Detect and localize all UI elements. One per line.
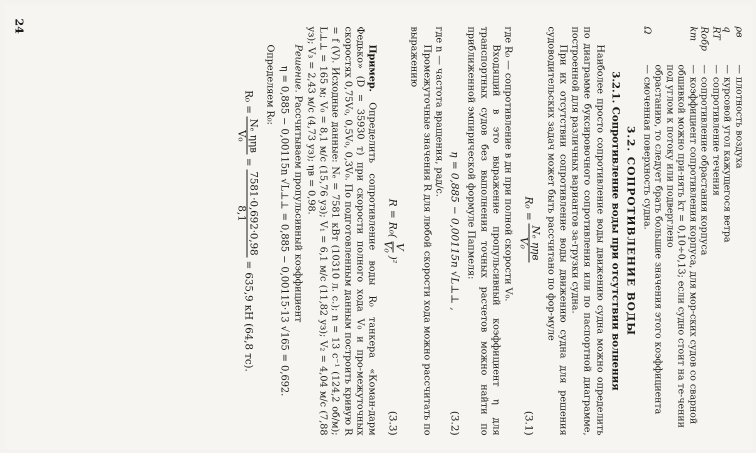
symbol-row (710, 26, 722, 435)
paren-close: ) (386, 255, 399, 260)
symbol-definition: обрастанию, то следует брать большие значения этого коэффициента (652, 64, 664, 414)
exponent: ² (387, 259, 398, 263)
formula-3-2 (444, 26, 464, 435)
symbol-definition: — сопротивление обрастания корпуса (698, 64, 710, 255)
symbol-definition: — плотность воздуха (733, 64, 744, 169)
denominator: 8,1 (235, 204, 247, 222)
symbol: q (721, 26, 733, 33)
calculation-result (235, 26, 258, 435)
solution-paragraph (291, 26, 303, 435)
denominator: V₀ (516, 236, 529, 249)
symbol-definition: — коэффициент сопротивления корпуса, для мор-ских судов со сварной обшивкой можно при-нять kт = 0,10÷0,13; если судно стоит на те-чении под углом к потоку или подверглено (664, 64, 698, 428)
symbol-definition: — курсовой угол кажущегося ветра (721, 64, 733, 242)
formula-lhs: R₀ = (242, 89, 254, 114)
paragraph: При их отсутствии сопротивление воды движению судна для решения судоводительских задач может быть рассчитано по фор-муле (544, 26, 568, 435)
book-page (4, 4, 752, 449)
example-text: Определить сопротивление воды R₀ танкера «Коман-дарм Федько» (D = 35930 т) при скорости полного хода V₀ и про-межуточных скоростях 0,75V₀, 0,5V₀, 0,3V₀. По подготовленным данным построить кривую R = f (V). Исходные данные: Nₑ = 7581 кВт (10310 л. с.); n = 13 с⁻¹ (124,2 об/м); L⊥⊥ = 165 м; V₀ = 8,1 м/с (15,76 уз); V₁ = 6,1 м/с (11,82 уз); V₂ = 4,04 м/с (7,88 уз); V₃ = 2,43 м/с (4,73 уз); ηв = 0,98. (304, 26, 378, 435)
numerator: V (392, 242, 405, 251)
symbol-definition: — сопротивление течения (710, 64, 721, 196)
numerator: 7581·0,692·0,98 (247, 170, 259, 256)
fraction (235, 169, 258, 257)
symbol: Ω (641, 26, 652, 34)
example-label: Пример. (366, 44, 378, 92)
fraction (517, 223, 540, 262)
equation-number: (3.2) (448, 410, 461, 435)
symbol-definition: — смоченная поверхность судна. (641, 64, 652, 230)
numerator: Nₑ ηηв (528, 225, 541, 260)
symbol-row (641, 26, 653, 435)
formula-text: η = 0,885 − 0,00115n √L⊥⊥ , (448, 150, 461, 311)
denominator: V₀ (235, 129, 247, 142)
symbol: RТ (710, 26, 721, 40)
fraction (235, 116, 258, 154)
symbol: Rобр (698, 26, 710, 51)
equation-number: (3.3) (386, 410, 399, 435)
formula-3-1 (513, 26, 543, 435)
symbol-row (664, 26, 699, 435)
formula-3-3 (377, 26, 407, 435)
equation-number: (3.1) (522, 410, 535, 435)
calculation-label: Определяем R₀: (263, 44, 275, 125)
subsection-title: 3.2.1. Сопротивление воды при отсутствии волнения (609, 70, 622, 391)
symbol-row (733, 26, 745, 435)
equals-sign: = (242, 157, 254, 166)
denominator: V₀ (380, 240, 393, 253)
paragraph: где n — частота вращения, рад/с. (433, 26, 445, 197)
paragraph: Входящий в это выражение пропульсивный коэффициент η для транспортных судов без выполнения точных расчетов можно найти по приближенной эмпирической формуле Папмеля: (465, 26, 501, 435)
result-text: = 635,9 кН (64,8 тс). (242, 260, 254, 372)
symbol-list (641, 26, 745, 435)
calculation-line: η = 0,885 − 0,00115n √L⊥⊥ = 0,885 − 0,00115·13 √165 = 0,692. (278, 65, 290, 396)
symbol-row (698, 26, 710, 435)
symbol: kт (687, 26, 698, 41)
paragraph: Наиболее просто сопротивление воды движению судна можно определить по диаграмме буксировочного сопротивления или по паспортной диаграмме, построенной для различных вариантов за-грузки судна. (569, 26, 605, 435)
symbol-row (652, 26, 664, 435)
example-paragraph (303, 26, 377, 435)
symbol (652, 26, 664, 64)
symbol: ρв (733, 26, 744, 37)
formula-lhs: R₀ = (522, 196, 535, 221)
section-title: 3.2. СОПРОТИВЛЕНИЕ ВОДЫ (624, 125, 637, 336)
solution-label: Решение. (292, 44, 304, 93)
paragraph: Промежуточные значения R для любой скорости хода можно рассчитать по выражению (408, 26, 432, 435)
formula-lhs: R = R₀ (386, 198, 399, 234)
symbol-row (721, 26, 733, 435)
solution-text: Рассчитываем пропульсивный коэффициент (292, 95, 304, 322)
paren-open: ( (386, 233, 399, 238)
paragraph: где R₀ — сопротивление в дн при полной скорости V₀. (502, 26, 514, 301)
numerator: Nₑ ηηв (247, 118, 259, 153)
page-number: 24 (12, 18, 26, 34)
fraction (381, 240, 404, 252)
